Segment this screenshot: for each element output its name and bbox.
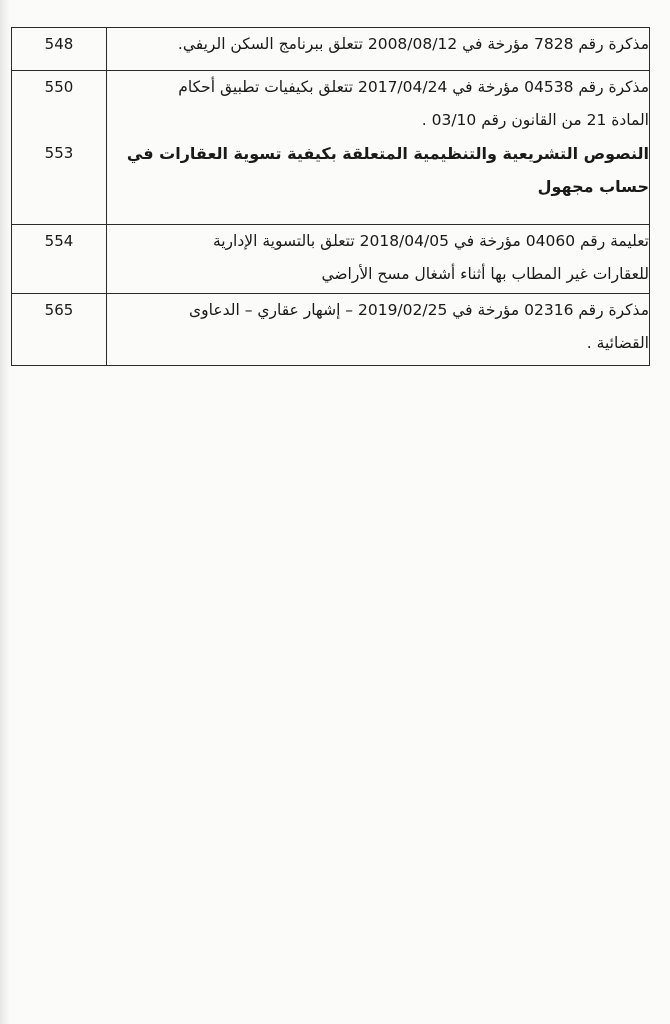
page-number: 553 [12,137,107,225]
contents-table [11,27,650,366]
entry-line: مذكرة رقم 7828 مؤرخة في 2008/08/12 تتعلق ببرنامج السكن الريفي. [177,35,649,53]
entry-line: حساب مجهول [537,177,649,196]
table-row [12,225,650,294]
entry-title [107,294,650,366]
page-number: 554 [12,225,107,294]
scan-shadow-edge [0,0,10,1024]
page-number: 548 [12,28,107,71]
table-row [12,28,650,71]
entry-title [107,28,650,71]
entry-line: المادة 21 من القانون رقم 03/10 . [421,111,649,129]
entry-title [107,71,650,138]
page-number: 550 [12,71,107,138]
section-heading [107,137,650,225]
entry-line: القضائية . [586,334,649,352]
page-number: 565 [12,294,107,366]
table-row [12,294,650,366]
entry-line: تعليمة رقم 04060 مؤرخة في 2018/04/05 تتعلق بالتسوية الإدارية [212,232,649,250]
entry-line: للعقارات غير المطاب بها أثناء أشغال مسح الأراضي [321,265,649,283]
entry-title [107,225,650,294]
table-row [12,71,650,138]
entry-line: النصوص التشريعية والتنظيمية المتعلقة بكيفية تسوية العقارات في [126,144,649,163]
entry-line: مذكرة رقم 02316 مؤرخة في 2019/02/25 – إشهار عقاري – الدعاوى [189,301,649,319]
table-row [12,137,650,225]
entry-line: مذكرة رقم 04538 مؤرخة في 2017/04/24 تتعلق بكيفيات تطبيق أحكام [178,78,649,96]
